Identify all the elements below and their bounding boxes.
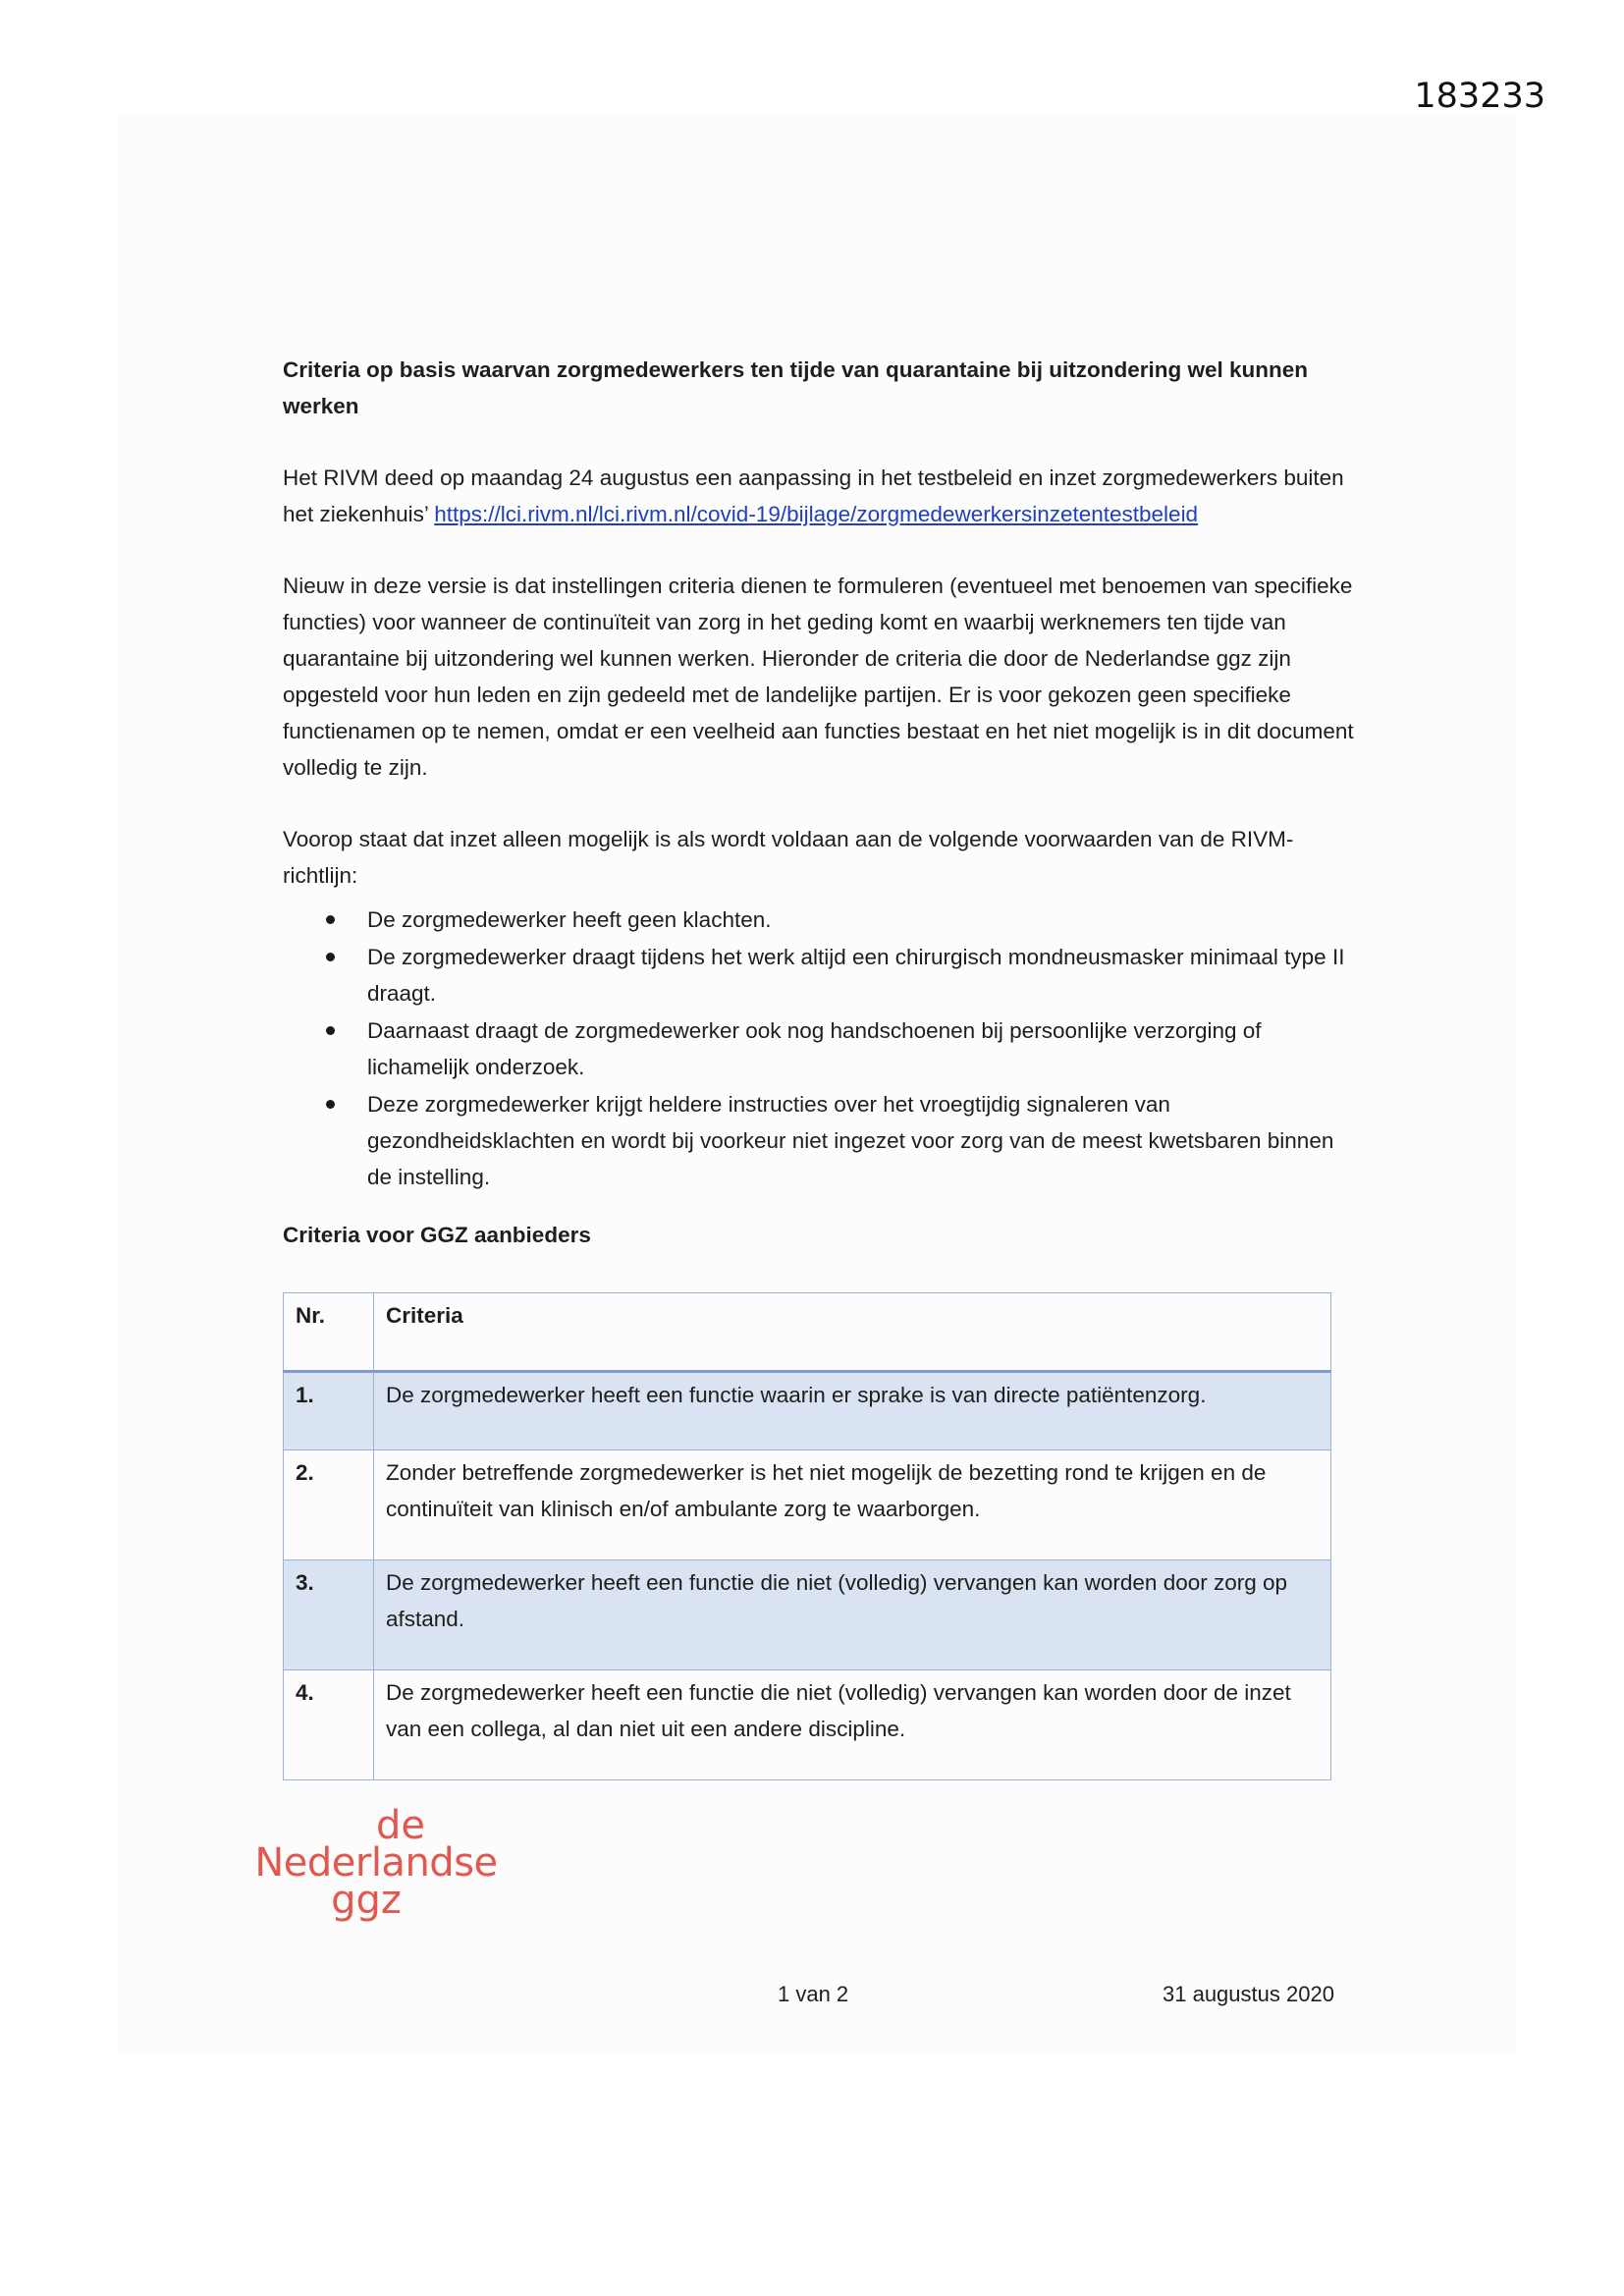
list-item [283,939,1355,1011]
header-nr: Nr. [296,1303,326,1328]
intro-paragraph [283,460,1355,532]
row-nr: 2. [296,1460,314,1485]
list-item [283,902,1355,938]
list-item [283,1086,1355,1195]
row-criteria: Zonder betreffende zorgmedewerker is het niet mogelijk de bezetting rond te krijgen en de continuïteit van klinisch en/of ambulante zorg te waarborgen. [374,1450,1331,1560]
list-item-text: De zorgmedewerker heeft geen klachten. [367,907,772,932]
row-criteria: De zorgmedewerker heeft een functie die niet (volledig) vervangen kan worden door de inzet van een collega, al dan niet uit een andere discipline. [374,1670,1331,1780]
row-criteria: De zorgmedewerker heeft een functie die niet (volledig) vervangen kan worden door zorg op afstand. [374,1560,1331,1670]
footer-page-number: 1 van 2 [778,1982,849,2006]
table-header-row [284,1293,1331,1372]
conditions-list [283,902,1355,1195]
section-title: Criteria voor GGZ aanbieders [283,1223,591,1247]
row-nr: 1. [284,1372,374,1450]
row-nr: 3. [284,1560,374,1670]
bullet-icon [326,953,335,961]
table-row [284,1372,1331,1450]
logo-line-ggz: ggz [331,1878,402,1923]
list-item-text: De zorgmedewerker draagt tijdens het werk altijd een chirurgisch mondneusmasker minimaal type II draagt. [367,945,1345,1006]
rivm-link[interactable]: https://lci.rivm.nl/lci.rivm.nl/covid-19/bijlage/zorgmedewerkersinzetentestbeleid [434,502,1199,526]
criteria-table [283,1292,1331,1780]
row-nr: 4. [296,1680,314,1705]
bullet-icon [326,1026,335,1035]
bullet-icon [326,915,335,924]
footer-date: 31 augustus 2020 [1163,1982,1334,2006]
document-content [283,352,1355,1780]
header-criteria: Criteria [374,1293,1331,1372]
paragraph-new-version: Nieuw in deze versie is dat instellingen criteria dienen te formuleren (eventueel met benoemen van specifieke functies) voor wanneer de continuïteit van zorg in het geding komt en waarbij werknemers ten tijde van quarantaine bij uitzondering wel kunnen werken. Hieronder de criteria die door de Nederlandse ggz zijn opgesteld voor hun leden en zijn gedeeld met de landelijke partijen. Er is voor gekozen geen specifieke functienamen op te nemen, omdat er een veelheid aan functies bestaat en het niet mogelijk is in dit document volledig te zijn. [283,574,1354,780]
logo-line-de: de [376,1803,425,1848]
list-item [283,1012,1355,1085]
table-row [284,1450,1331,1560]
list-item-text: Deze zorgmedewerker krijgt heldere instructies over het vroegtijdig signaleren van gezondheidsklachten en wordt bij voorkeur niet ingezet voor zorg van de meest kwetsbaren binnen de instelling. [367,1092,1334,1189]
paragraph-conditions: Voorop staat dat inzet alleen mogelijk is als wordt voldaan aan de volgende voorwaarden van de RIVM-richtlijn: [283,827,1294,888]
intro-text: Het RIVM deed op maandag 24 augustus een aanpassing in het testbeleid en inzet zorgmedewerkers buiten het ziekenhuis’ [283,465,1344,526]
logo-line-nederlandse: Nederlandse [254,1840,498,1886]
table-row [284,1560,1331,1670]
document-number: 183233 [1414,77,1545,116]
document-heading: Criteria op basis waarvan zorgmedewerkers ten tijde van quarantaine bij uitzondering wel kunnen werken [283,357,1309,418]
table-row [284,1670,1331,1780]
bullet-icon [326,1100,335,1109]
row-criteria: De zorgmedewerker heeft een functie waarin er sprake is van directe patiëntenzorg. [374,1372,1331,1450]
list-item-text: Daarnaast draagt de zorgmedewerker ook nog handschoenen bij persoonlijke verzorging of lichamelijk onderzoek. [367,1018,1262,1079]
nederlandse-ggz-logo [244,1803,509,1923]
